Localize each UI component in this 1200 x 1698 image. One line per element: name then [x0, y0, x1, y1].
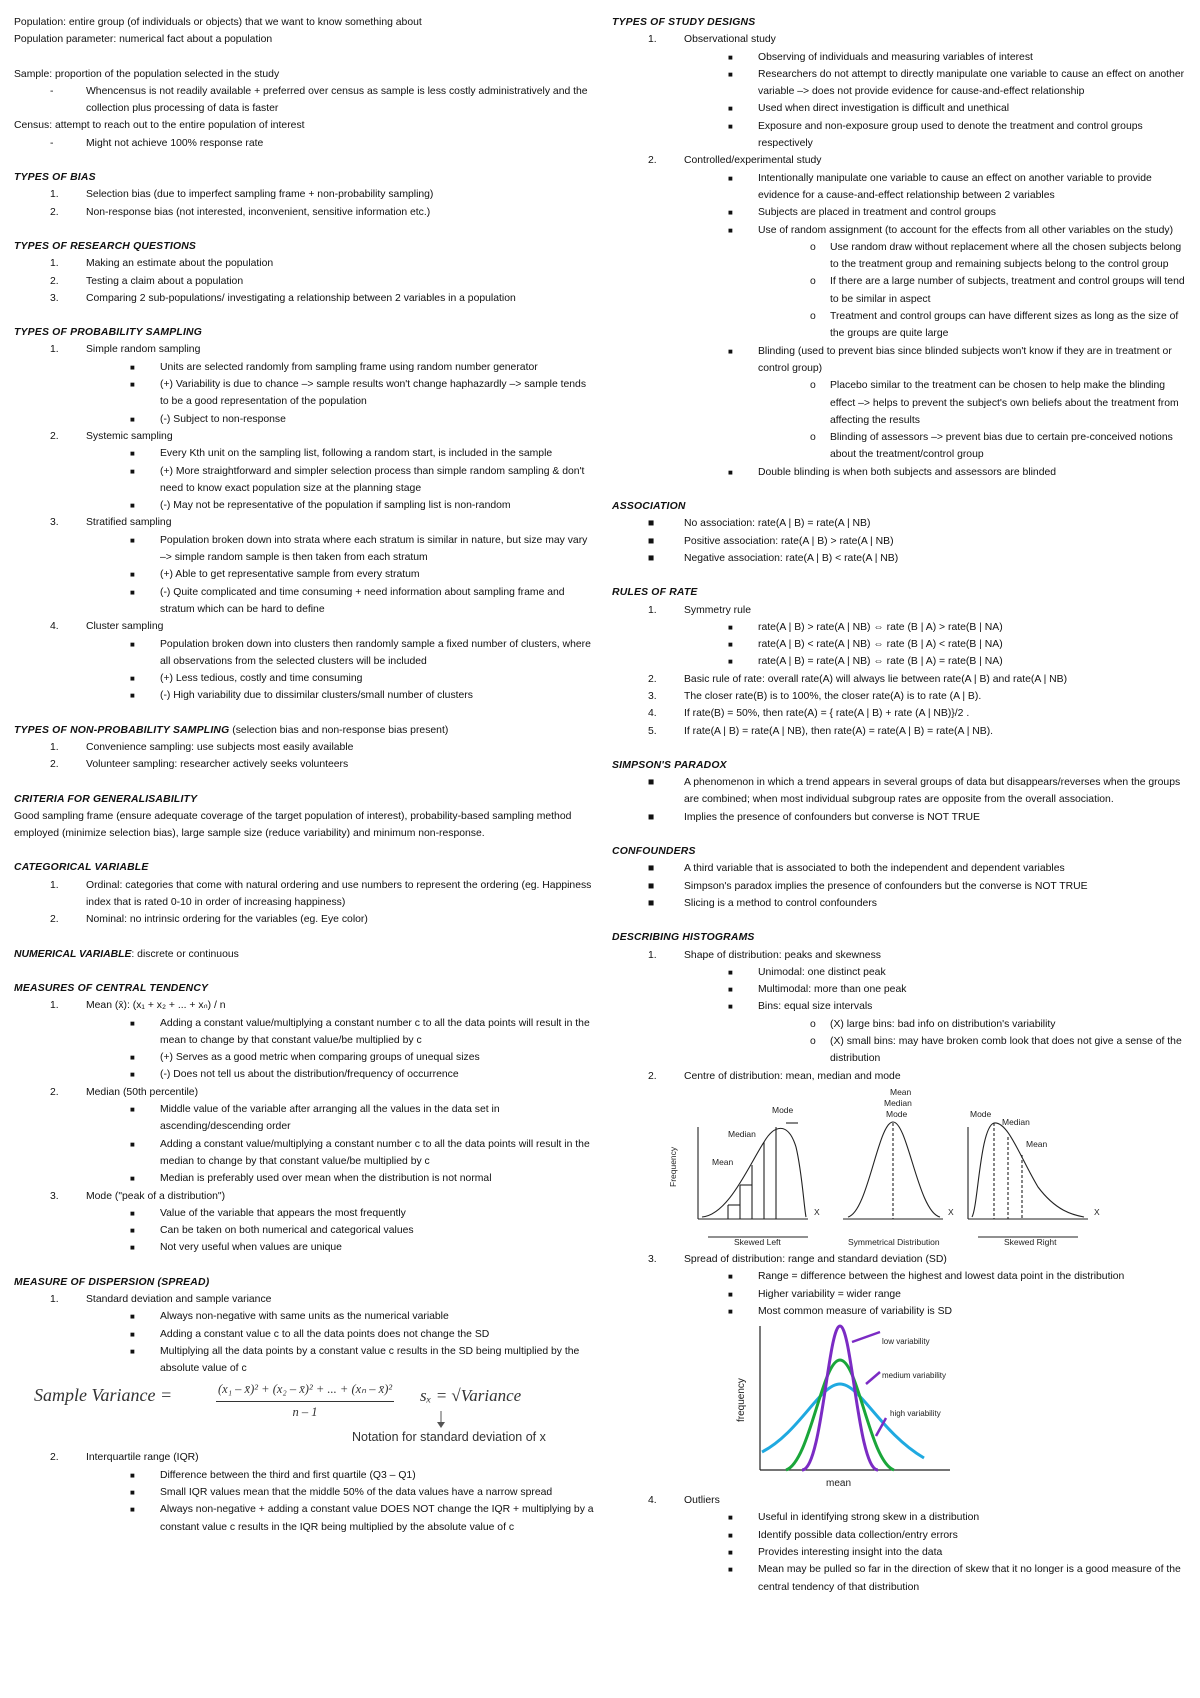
sampling-point: (+) More straightforward and simpler selection process than simple random sampling & don't need to know exact population size at the planning stage [160, 465, 585, 494]
list-item: ■ Value of the variable that appears the most frequently [130, 1207, 406, 1219]
list-item: ■ rate(A | B) < rate(A | NB) ⇔ rate (B | A) < rate(B | NA) [728, 639, 1003, 651]
list-item: ■ Range = difference between the highest and lowest data point in the distribution [728, 1271, 1125, 1283]
list-item: ■ Every Kth unit on the sampling list, following a random start, is included in the sample [130, 448, 553, 460]
rule-title: The closer rate(B) is to 100%, the closer rate(A) is to rate (A | B). [684, 690, 982, 702]
list-item: 3. Spread of distribution: range and standard deviation (SD) [648, 1253, 947, 1265]
list-item: ■ (-) High variability due to dissimilar clusters/small number of clusters [130, 690, 473, 702]
formula-note: Notation for standard deviation of x [352, 1430, 546, 1445]
list-item: ■ Not very useful when values are unique [130, 1242, 342, 1254]
skewed-left-curve [702, 1128, 806, 1217]
list-item: - Whencensus is not readily available + preferred over census as sample is less costly administratively and the collection plus processing of data is faster [50, 85, 588, 115]
list-item: ■ A phenomenon in which a trend appears in several groups of data but disappears/reverses when the groups are combined; when most individual subgroup rates are opposite from the overall association. [648, 777, 1181, 806]
list-item: 1. Shape of distribution: peaks and skewness [648, 949, 881, 961]
central-title: Mode ("peak of a distribution") [86, 1190, 226, 1202]
categorical-item: Ordinal: categories that come with natural ordering and use numbers to represent the ordering (eg. Happiness index that is rated 0-10 in order of increasing happiness) [86, 879, 592, 909]
histogram-point: Mean may be pulled so far in the direction of skew that it no longer is a good measure of the central tendency of that distribution [758, 1564, 1181, 1593]
bias-item: Selection bias (due to imperfect sampling frame + non-probability sampling) [86, 189, 434, 201]
design-point: Researchers do not attempt to directly manipulate one variable to cause an effect on another variable –> does not provide evidence for cause-and-effect relationship [758, 68, 1185, 98]
section-heading-confounders: CONFOUNDERS [612, 846, 696, 858]
design-point: Subjects are placed in treatment and control groups [758, 207, 996, 219]
x-label: X [948, 1206, 954, 1217]
list-item: 1. Selection bias (due to imperfect sampling frame + non-probability sampling) [50, 189, 434, 201]
design-point: Observing of individuals and measuring variables of interest [758, 51, 1033, 63]
list-item: o Use random draw without replacement where all the chosen subjects belong to the treatment group and remaining subjects belong to the control group [810, 241, 1182, 271]
list-item: 1. Ordinal: categories that come with natural ordering and use numbers to represent the ordering (eg. Happiness index that is rated 0-10 in order of increasing happiness) [50, 879, 592, 909]
sampling-point: (-) High variability due to dissimilar clusters/small number of clusters [160, 690, 473, 702]
list-item: 2. Non-response bias (not interested, inconvenient, sensitive information etc.) [50, 206, 431, 218]
design-point: Use of random assignment (to account for the effects from all other variables on the study) [758, 224, 1174, 236]
right-column [612, 14, 1192, 1596]
central-point: Value of the variable that appears the most frequently [160, 1207, 406, 1219]
arrow-left-icon [852, 1332, 880, 1342]
list-item: ■ Multimodal: more than one peak [728, 984, 907, 996]
low-variability-curve [802, 1326, 878, 1470]
histogram-point: Identify possible data collection/entry errors [758, 1529, 958, 1541]
dispersion-point: Adding a constant value c to all the data points does not change the SD [160, 1328, 490, 1340]
list-item: o (X) small bins: may have broken comb look that does not give a sense of the distribution [810, 1036, 1182, 1065]
list-item: ■ Always non-negative with same units as the numerical variable [130, 1311, 449, 1323]
mmm-label-mode: Mode [886, 1108, 908, 1119]
criteria-text: Good sampling frame (ensure adequate coverage of the target population of interest), probability-based sampling method employed (minimize selection bias), large sample size (reduce variability) and minimum non-response. [14, 810, 572, 840]
sampling-point: (+) Less tedious, costly and time consuming [160, 673, 363, 685]
dispersion-point: Always non-negative with same units as the numerical variable [160, 1311, 449, 1323]
histogram-subpoint: (X) small bins: may have broken comb look that does not give a sense of the distribution [830, 1036, 1182, 1065]
list-item: 2. Nominal: no intrinsic ordering for the variables (eg. Eye color) [50, 914, 368, 926]
skewed-left-label: Skewed Left [734, 1236, 781, 1247]
section-heading-dispersion: MEASURE OF DISPERSION (SPREAD) [14, 1276, 210, 1288]
design-point: Double blinding is when both subjects and assessors are blinded [758, 466, 1057, 478]
rule-point: rate(A | B) > rate(A | NB) ⇔ rate (B | A) > rate(B | NA) [758, 621, 1003, 633]
sampling-point: (+) Able to get representative sample from every stratum [160, 569, 420, 581]
x-label: mean [826, 1478, 852, 1490]
list-item: 1. Observational study [648, 34, 776, 46]
list-item: ■ Middle value of the variable after arranging all the values in the data set in ascending/descending order [130, 1104, 500, 1133]
high-variability-label: high variability [890, 1409, 941, 1419]
x-label: X [1094, 1206, 1100, 1217]
list-item: 2. Centre of distribution: mean, median and mode [648, 1070, 901, 1082]
low-variability-label: low variability [882, 1337, 930, 1347]
non-probability-item: Volunteer sampling: researcher actively seeks volunteers [86, 759, 349, 771]
histogram-point: Useful in identifying strong skew in a distribution [758, 1512, 980, 1524]
list-item: ■ Always non-negative + adding a constant value DOES NOT change the IQR + multiplying by a constant value c results in the IQR being multiplied by the absolute value of c [130, 1504, 594, 1533]
list-item: ■ Double blinding is when both subjects and assessors are blinded [728, 466, 1057, 478]
mode-label: Mode [772, 1104, 794, 1115]
list-item: 2. Basic rule of rate: overall rate(A) will always lie between rate(A | B) and rate(A | NB) [648, 673, 1068, 685]
list-item: ■ Population broken down into strata where each stratum is similar in nature, but size may vary –> simple random sample is then taken from each stratum [130, 534, 588, 564]
list-item: ■ Slicing is a method to control confounders [648, 897, 877, 909]
sampling-point: Every Kth unit on the sampling list, following a random start, is included in the sample [160, 448, 553, 460]
mean-label-right: Mean [1026, 1138, 1048, 1149]
high-variability-curve [762, 1384, 924, 1458]
formula-numerator: (x₁ – x̄)² + (x₂ – x̄)² + ... + (xₙ – x̄)² [216, 1381, 394, 1401]
central-point: Median is preferably used over mean when the distribution is not normal [160, 1173, 492, 1185]
list-item: 2. Systemic sampling [50, 430, 173, 442]
central-point: Adding a constant value/multiplying a constant number c to all the data points will result in the mean to change by that constant value/be multiplied by c [160, 1017, 590, 1046]
histogram-title: Shape of distribution: peaks and skewness [684, 949, 881, 961]
list-item: ■ A third variable that is associated to both the independent and dependent variables [648, 863, 1065, 875]
section-numerical [14, 946, 596, 963]
list-item: - Might not achieve 100% response rate [50, 137, 264, 149]
sampling-point: (-) May not be representative of the population if sampling list is non-random [160, 500, 511, 512]
skewed-right-curve [972, 1123, 1084, 1217]
list-item: ■ Can be taken on both numerical and categorical values [130, 1225, 414, 1237]
question-item: Comparing 2 sub-populations/ investigating a relationship between 2 variables in a population [86, 292, 516, 304]
list-item: ■ (+) Less tedious, costly and time consuming [130, 673, 363, 685]
central-point: Can be taken on both numerical and categorical values [160, 1225, 414, 1237]
rule-point: rate(A | B) = rate(A | NB) ⇔ rate (B | A) = rate(B | NA) [758, 656, 1003, 668]
confounder-item: A third variable that is associated to both the independent and dependent variables [684, 863, 1065, 875]
categorical-item: Nominal: no intrinsic ordering for the variables (eg. Eye color) [86, 914, 368, 926]
list-item: 2. Interquartile range (IQR) [50, 1452, 199, 1464]
list-item: ■ Positive association: rate(A | B) > rate(A | NB) [648, 535, 894, 547]
list-item: ■ Multiplying all the data points by a constant value c results in the SD being multiplied by the absolute value of c [130, 1345, 580, 1375]
dispersion-point: Small IQR values mean that the middle 50% of the data values have a narrow spread [160, 1487, 553, 1499]
list-item: 2. Median (50th percentile) [50, 1086, 199, 1098]
list-item: ■ (-) Subject to non-response [130, 413, 286, 425]
histogram-point: Multimodal: more than one peak [758, 984, 907, 996]
confounder-item: Simpson's paradox implies the presence of confounders but the converse is NOT TRUE [684, 880, 1088, 892]
list-item: ■ Implies the presence of confounders but converse is NOT TRUE [648, 811, 980, 823]
non-probability-item: Convenience sampling: use subjects most easily available [86, 741, 354, 753]
confounder-item: Slicing is a method to control confounders [684, 897, 877, 909]
list-item: 2. Volunteer sampling: researcher actively seeks volunteers [50, 759, 349, 771]
formula-denominator: n – 1 [292, 1404, 318, 1419]
list-item: ■ Unimodal: one distinct peak [728, 966, 886, 978]
arrow-down-icon [436, 1411, 446, 1429]
list-item: ■ rate(A | B) = rate(A | NB) ⇔ rate (B | A) = rate(B | NA) [728, 656, 1003, 668]
list-item: 4. Cluster sampling [50, 621, 164, 633]
dispersion-title: Standard deviation and sample variance [86, 1294, 272, 1305]
list-item: ■ Identify possible data collection/entry errors [728, 1529, 958, 1541]
symmetric-label: Symmetrical Distribution [848, 1236, 940, 1247]
design-subpoint: Treatment and control groups can have different sizes as long as the size of the groups are quite large [830, 311, 1179, 340]
list-item: ■ (+) Serves as a good metric when comparing groups of unequal sizes [130, 1052, 480, 1064]
central-title: Mean (x̄): (x₁ + x₂ + ... + xₙ) / n [86, 1000, 226, 1012]
simpson-item: Implies the presence of confounders but converse is NOT TRUE [684, 811, 980, 823]
list-item: ■ Adding a constant value/multiplying a constant number c to all the data points will result in the median to change by that constant value/be multiplied by c [130, 1138, 590, 1167]
list-item: ■ Exposure and non-exposure group used to denote the treatment and control groups respectively [728, 120, 1143, 150]
sampling-point: Population broken down into strata where each stratum is similar in nature, but size may vary –> simple random sample is then taken from each stratum [160, 534, 588, 564]
list-item: ■ Useful in identifying strong skew in a distribution [728, 1512, 980, 1524]
non-probability-note: (selection bias and non-response bias present) [229, 724, 449, 736]
list-item: 4. If rate(B) = 50%, then rate(A) = { rate(A | B) + rate (A | NB)}/2 . [648, 708, 970, 720]
list-item: 1. Convenience sampling: use subjects most easily available [50, 741, 354, 753]
list-item: ■ rate(A | B) > rate(A | NB) ⇔ rate (B | A) > rate(B | NA) [728, 621, 1003, 633]
list-item: ■ Used when direct investigation is difficult and unethical [728, 103, 1010, 115]
mmm-label-mean: Mean [890, 1086, 912, 1097]
histogram-point: Most common measure of variability is SD [758, 1305, 953, 1317]
histogram-point: Provides interesting insight into the data [758, 1547, 943, 1558]
design-subpoint: Use random draw without replacement where all the chosen subjects belong to the treatment group and remaining subjects belong to the control group [830, 241, 1182, 271]
list-item: 3. Comparing 2 sub-populations/ investigating a relationship between 2 variables in a population [50, 292, 516, 304]
mode-label-right: Mode [970, 1108, 992, 1119]
list-item: ■ Most common measure of variability is SD [728, 1305, 953, 1317]
list-item: 1. Standard deviation and sample variance [50, 1294, 272, 1305]
population-parameter-definition: Population parameter: numerical fact about a population [14, 34, 273, 46]
list-item: ■ Negative association: rate(A | B) < rate(A | NB) [648, 552, 899, 564]
list-item: 3. The closer rate(B) is to 100%, the closer rate(A) is to rate (A | B). [648, 690, 982, 702]
design-subpoint: If there are a large number of subjects, treatment and control groups will tend to be similar in aspect [830, 276, 1185, 305]
medium-variability-label: medium variability [882, 1371, 947, 1381]
freq-label: Frequency [668, 1146, 678, 1187]
list-item: 5. If rate(A | B) = rate(A | NB), then rate(A) = rate(A | B) = rate(A | NB). [648, 725, 994, 737]
section-heading-study-designs: TYPES OF STUDY DESIGNS [612, 17, 756, 28]
section-heading-central-tendency: MEASURES OF CENTRAL TENDENCY [14, 982, 209, 994]
list-item: 1. Making an estimate about the population [50, 258, 274, 270]
rule-title: Basic rule of rate: overall rate(A) will always lie between rate(A | B) and rate(A | NB) [684, 673, 1068, 685]
mean-label: Mean [712, 1156, 734, 1167]
list-item: 3. Stratified sampling [50, 517, 172, 529]
question-item: Making an estimate about the population [86, 258, 274, 270]
list-item: ■ No association: rate(A | B) = rate(A | NB) [648, 518, 871, 530]
list-item: ■ Population broken down into clusters then randomly sample a fixed number of clusters, where all observations from the selected clusters will be included [130, 638, 591, 667]
list-item: ■ (-) Does not tell us about the distribution/frequency of occurrence [130, 1069, 459, 1081]
histogram-title: Centre of distribution: mean, median and mode [684, 1070, 901, 1082]
dispersion-point: Multiplying all the data points by a constant value c results in the SD being multiplied by the absolute value of c [160, 1345, 580, 1375]
arrow-left-icon [866, 1372, 880, 1384]
central-point: (+) Serves as a good metric when comparing groups of unequal sizes [160, 1052, 480, 1064]
rule-title: If rate(A | B) = rate(A | NB), then rate(A) = rate(A | B) = rate(A | NB). [684, 725, 994, 737]
median-label: Median [728, 1128, 756, 1139]
list-item: ■ Higher variability = wider range [728, 1288, 901, 1300]
section-heading-bias: TYPES OF BIAS [14, 172, 96, 184]
mmm-label-median: Median [884, 1097, 912, 1108]
design-title: Controlled/experimental study [684, 155, 822, 167]
sampling-point: Population broken down into clusters then randomly sample a fixed number of clusters, where all observations from the selected clusters will be included [160, 638, 591, 667]
variability-diagram [730, 1322, 970, 1490]
formula-lhs: Sample Variance = [34, 1385, 173, 1406]
central-point: (-) Does not tell us about the distribution/frequency of occurrence [160, 1069, 459, 1081]
rule-point: rate(A | B) < rate(A | NB) ⇔ rate (B | A) < rate(B | NA) [758, 639, 1003, 651]
list-item: ■ Blinding (used to prevent bias since blinded subjects won't know if they are in treatment or control group) [728, 345, 1172, 374]
association-item: No association: rate(A | B) = rate(A | NB) [684, 518, 871, 530]
design-point: Blinding (used to prevent bias since blinded subjects won't know if they are in treatment or control group) [758, 345, 1172, 374]
design-subpoint: Placebo similar to the treatment can be chosen to help make the blinding effect –> helps to prevent the subject's own beliefs about the treatment from affecting the results [830, 380, 1179, 426]
histogram-point: Range = difference between the highest and lowest data point in the distribution [758, 1271, 1125, 1283]
design-subpoint: Blinding of assessors –> prevent bias due to certain pre-conceived notions about the treatment/control group [830, 432, 1173, 461]
list-item: ■ Median is preferably used over mean when the distribution is not normal [130, 1173, 492, 1185]
section-heading-research-questions: TYPES OF RESEARCH QUESTIONS [14, 240, 197, 252]
design-title: Observational study [684, 34, 776, 46]
population-definition: Population: entire group (of individuals or objects) that we want to know something about [14, 17, 422, 28]
list-item: o Blinding of assessors –> prevent bias due to certain pre-conceived notions about the treatment/control group [810, 432, 1173, 461]
histogram-point: Higher variability = wider range [758, 1288, 901, 1300]
section-heading-categorical: CATEGORICAL VARIABLE [14, 862, 149, 874]
design-point: Used when direct investigation is difficult and unethical [758, 103, 1010, 115]
list-item: ■ (-) May not be representative of the population if sampling list is non-random [130, 500, 511, 512]
list-item: o If there are a large number of subjects, treatment and control groups will tend to be similar in aspect [810, 276, 1185, 305]
histogram-point: Bins: equal size intervals [758, 1001, 873, 1013]
y-label: frequency [736, 1378, 747, 1423]
section-heading-histograms: DESCRIBING HISTOGRAMS [612, 932, 755, 944]
list-item: ■ Provides interesting insight into the data [728, 1547, 943, 1558]
central-point: Not very useful when values are unique [160, 1242, 342, 1254]
list-item: ■ Researchers do not attempt to directly manipulate one variable to cause an effect on another variable –> does not provide evidence for cause-and-effect relationship [728, 68, 1185, 98]
rule-title: Symmetry rule [684, 604, 751, 616]
sampling-point: (+) Variability is due to chance –> sample results won't change haphazardly –> sample tends to be a good representation of the population [160, 379, 587, 408]
list-item: ■ Intentionally manipulate one variable to cause an effect on another variable to provide evidence for a cause-and-effect relationship between 2 variables [728, 172, 1152, 201]
formula-fraction [216, 1381, 394, 1421]
rule-title: If rate(B) = 50%, then rate(A) = { rate(A | B) + rate (A | NB)}/2 . [684, 708, 970, 720]
skewed-right-label: Skewed Right [1004, 1236, 1057, 1247]
sampling-title: Stratified sampling [86, 517, 172, 529]
skewness-diagram [668, 1087, 1128, 1247]
sampling-title: Simple random sampling [86, 344, 201, 356]
census-point: Might not achieve 100% response rate [86, 137, 264, 149]
list-item: ■ Adding a constant value/multiplying a constant number c to all the data points will result in the mean to change by that constant value/be multiplied by c [130, 1017, 590, 1046]
association-item: Negative association: rate(A | B) < rate(A | NB) [684, 552, 899, 564]
section-heading-rules-of-rate: RULES OF RATE [612, 587, 698, 599]
list-item: 2. Testing a claim about a population [50, 275, 244, 287]
left-column [14, 14, 596, 1536]
numerical-text: : discrete or continuous [131, 948, 239, 960]
list-item: ■ Subjects are placed in treatment and control groups [728, 207, 996, 219]
list-item: ■ Simpson's paradox implies the presence of confounders but the converse is NOT TRUE [648, 880, 1088, 892]
dispersion-title: Interquartile range (IQR) [86, 1452, 199, 1464]
formula-sd: sₓ = √Variance [420, 1386, 522, 1406]
section-heading-association: ASSOCIATION [612, 501, 686, 513]
central-point: Middle value of the variable after arranging all the values in the data set in ascending/descending order [160, 1104, 500, 1133]
sampling-title: Cluster sampling [86, 621, 164, 633]
simpson-item: A phenomenon in which a trend appears in several groups of data but disappears/reverses when the groups are combined; when most individual subgroup rates are opposite from the overall association. [684, 777, 1181, 806]
bias-item: Non-response bias (not interested, inconvenient, sensitive information etc.) [86, 206, 431, 218]
list-item: ■ Bins: equal size intervals [728, 1001, 873, 1013]
list-item: ■ Use of random assignment (to account for the effects from all other variables on the study) [728, 224, 1174, 236]
association-item: Positive association: rate(A | B) > rate(A | NB) [684, 535, 894, 547]
symmetric-curve [848, 1122, 940, 1217]
central-point: Adding a constant value/multiplying a constant number c to all the data points will result in the median to change by that constant value/be multiplied by c [160, 1138, 590, 1167]
question-item: Testing a claim about a population [86, 275, 244, 287]
list-item: 4. Outliers [648, 1495, 720, 1507]
histogram-point: Unimodal: one distinct peak [758, 966, 886, 978]
x-label: X [814, 1206, 820, 1217]
design-point: Exposure and non-exposure group used to denote the treatment and control groups respectively [758, 120, 1143, 150]
list-item: 2. Controlled/experimental study [648, 155, 822, 167]
list-item: ■ Difference between the third and first quartile (Q3 – Q1) [130, 1469, 416, 1481]
sampling-point: Units are selected randomly from sampling frame using random number generator [160, 361, 538, 373]
sampling-title: Systemic sampling [86, 430, 173, 442]
list-item: o Treatment and control groups can have different sizes as long as the size of the groups are quite large [810, 311, 1179, 340]
list-item: 1. Symmetry rule [648, 604, 751, 616]
list-item: o (X) large bins: bad info on distribution's variability [810, 1018, 1056, 1030]
list-item: ■ Small IQR values mean that the middle 50% of the data values have a narrow spread [130, 1487, 553, 1499]
list-item: 1. Mean (x̄): (x₁ + x₂ + ... + xₙ) / n [50, 1000, 226, 1012]
list-item: ■ Adding a constant value c to all the data points does not change the SD [130, 1328, 490, 1340]
histogram-subpoint: (X) large bins: bad info on distribution's variability [830, 1018, 1056, 1030]
list-item: ■ (+) Variability is due to chance –> sample results won't change haphazardly –> sample tends to be a good representation of the population [130, 379, 587, 408]
design-point: Intentionally manipulate one variable to cause an effect on another variable to provide evidence for a cause-and-effect relationship between 2 variables [758, 172, 1152, 201]
sampling-point: (-) Quite complicated and time consuming + need information about sampling frame and stratum which can be hard to define [160, 586, 565, 615]
section-heading-criteria: CRITERIA FOR GENERALISABILITY [14, 793, 198, 805]
median-label-right: Median [1002, 1116, 1030, 1127]
sampling-point: (-) Subject to non-response [160, 413, 286, 425]
section-heading-non-probability: TYPES OF NON-PROBABILITY SAMPLING [14, 724, 230, 736]
list-item: ■ Units are selected randomly from sampling frame using random number generator [130, 361, 538, 373]
section-non-probability [14, 722, 596, 739]
sample-point: Whencensus is not readily available + preferred over census as sample is less costly administratively and the collection plus processing of data is faster [86, 85, 588, 115]
census-definition: Census: attempt to reach out to the entire population of interest [14, 120, 305, 132]
central-title: Median (50th percentile) [86, 1086, 199, 1098]
list-item: 3. Mode ("peak of a distribution") [50, 1190, 226, 1202]
sample-definition: Sample: proportion of the population selected in the study [14, 68, 280, 80]
list-item: 1. Simple random sampling [50, 344, 201, 356]
section-heading-simpson: SIMPSON'S PARADOX [612, 759, 727, 771]
section-heading-numerical: NUMERICAL VARIABLE [14, 948, 132, 960]
variance-formula [34, 1381, 596, 1443]
dispersion-point: Difference between the third and first quartile (Q3 – Q1) [160, 1469, 416, 1481]
histogram-title: Spread of distribution: range and standard deviation (SD) [684, 1253, 947, 1265]
list-item: ■ Observing of individuals and measuring variables of interest [728, 51, 1033, 63]
list-item: ■ (+) More straightforward and simpler selection process than simple random sampling & don't need to know exact population size at the planning stage [130, 465, 585, 494]
list-item: ■ (-) Quite complicated and time consuming + need information about sampling frame and stratum which can be hard to define [130, 586, 565, 615]
section-heading-probability-sampling: TYPES OF PROBABILITY SAMPLING [14, 327, 203, 339]
histogram-title: Outliers [684, 1495, 720, 1507]
list-item: ■ (+) Able to get representative sample from every stratum [130, 569, 420, 581]
list-item: o Placebo similar to the treatment can be chosen to help make the blinding effect –> helps to prevent the subject's own beliefs about the treatment from affecting the results [810, 380, 1179, 426]
list-item: ■ Mean may be pulled so far in the direction of skew that it no longer is a good measure of the central tendency of that distribution [728, 1564, 1181, 1593]
dispersion-point: Always non-negative + adding a constant value DOES NOT change the IQR + multiplying by a constant value c results in the IQR being multiplied by the absolute value of c [160, 1504, 594, 1533]
